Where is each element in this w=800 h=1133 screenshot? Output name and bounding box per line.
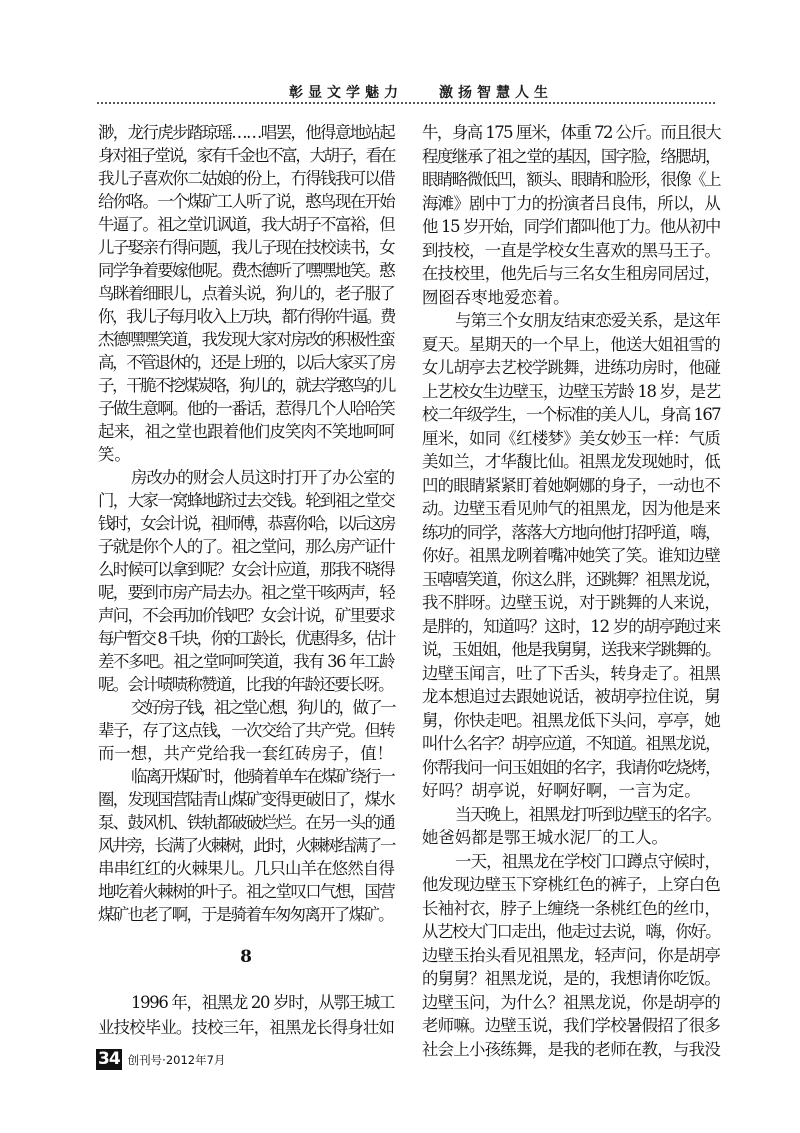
text-line: 我儿子喜欢你二姑娘的份上，冇得钱我可以借	[98, 169, 394, 188]
text-line: 好吗？胡亭说，好啊好啊，一言为定。	[422, 781, 701, 800]
text-line: 临离开煤矿时，他骑着单车在煤矿绕行一	[131, 767, 394, 786]
text-line: 煤矿也老了啊，于是骑着车匆匆离开了煤矿。	[98, 905, 393, 924]
text-line: 说，玉姐姐，他是我舅舅，送我来学跳舞的。	[422, 640, 720, 659]
text-line: 给你咯。一个煤矿工人听了说，憨鸟现在开始	[98, 192, 394, 211]
text-line: 玉嘻嘻笑道，你这么胖，还跳舞？祖黑龙说，	[422, 569, 720, 589]
text-line: 她爸妈都是鄂王城水泥厂的工人。	[422, 828, 668, 847]
text-line: 厘米，如同《红楼梦》美女妙玉一样：气质	[422, 428, 720, 448]
right-column	[422, 121, 720, 1061]
text-line: 渺，龙行虎步踏琼瑶……唱罢，他得意地站起	[98, 123, 394, 142]
text-line: 钱时，女会计说，祖师傅，恭喜你哈，以后这房	[98, 514, 394, 533]
text-line: 囫囵吞枣地爱恋着。	[422, 287, 570, 307]
text-line: 眼睛略微低凹，额头、眼睛和脸形，很像《上	[422, 170, 720, 189]
text-line: 子，干脆不挖煤炭咯，狗儿的，就去学憨鸟的儿	[98, 376, 394, 395]
text-line: 圈，发现国营陆青山煤矿变得更破旧了，煤水	[98, 790, 394, 809]
text-line: 业技校毕业。技校三年，祖黑龙长得身壮如	[98, 1018, 394, 1037]
text-line: 你，我儿子每月收入上万块，都冇得你牛逼。费	[98, 307, 394, 326]
text-line: 夏天。星期天的一个早上，他送大姐祖雪的	[422, 334, 720, 354]
text-line: 每户暂交 8 千块，你的工龄长，优惠得多，估计	[98, 629, 394, 648]
text-line: 呢，要到市房产局去办。祖之堂干咳两声，轻	[98, 583, 394, 602]
text-line: 串串红红的火棘果儿。几只山羊在悠然自得	[98, 859, 394, 878]
text-line: 你好。祖黑龙咧着嘴冲她笑了笑。谁知边壁	[422, 546, 720, 565]
text-line: 我不胖呀。边壁玉说，对于跳舞的人来说，	[422, 593, 720, 612]
text-line: 1996 年，祖黑龙 20 岁时，从鄂王城工	[131, 993, 394, 1012]
text-line: 动。边壁玉看见帅气的祖黑龙，因为他是来	[422, 499, 720, 518]
text-line: 边壁玉抬头看见祖黑龙，轻声问，你是胡亭	[422, 945, 720, 965]
text-line: 校二年级学生，一个标准的美人儿，身高 167	[422, 405, 720, 424]
text-line: 海滩》剧中丁力的扮演者吕良伟，所以，从	[422, 193, 720, 213]
header-slogan-left: 彰显文学魅力	[289, 85, 403, 101]
text-line: 长袖衬衣，脖子上缠绕一条桃红色的丝巾，	[422, 898, 720, 918]
text-line: 一天，祖黑龙在学校门口蹲点守候时，	[455, 851, 720, 871]
text-line: 牛，身高 175 厘米，体重 72 公斤。而且很大	[422, 123, 720, 142]
text-line: 起来，祖之堂也跟着他们皮笑肉不笑地呵呵	[98, 422, 394, 441]
text-line: 你帮我问一问玉姐姐的名字，我请你吃烧烤，	[422, 757, 720, 777]
text-line: 高，不管退休的，还是上班的，以后大家买了房	[98, 353, 394, 372]
text-line: 么时候可以拿到呢？女会计应道，那我不晓得	[98, 560, 394, 579]
text-line: 社会上小孩练舞，是我的老师在教，与我没	[422, 1039, 720, 1059]
text-line: 子做生意啊。他的一番话，惹得几个人哈哈笑	[98, 399, 394, 418]
page-number: 34	[98, 1049, 120, 1069]
left-column-after-section	[98, 990, 394, 1040]
text-line: 差不多吧。祖之堂呵呵笑道，我有 36 年工龄	[98, 652, 394, 671]
text-line: 他发现边壁玉下穿桃红色的裤子，上穿白色	[422, 875, 720, 894]
text-line: 呢。会计啧啧称赞道，比我的年龄还要长呀。	[98, 675, 393, 694]
text-line: 泵、鼓风机、铁轨都破破烂烂。在另一头的通	[98, 813, 394, 832]
text-line: 女儿胡亭去艺校学跳舞，进练功房时，他碰	[422, 358, 720, 377]
text-line: 边壁玉问，为什么？祖黑龙说，你是胡亭的	[422, 992, 720, 1012]
text-line: 辈子，存了这点钱，一次交给了共产党。但转	[98, 721, 394, 740]
text-line: 美如兰，才华馥比仙。祖黑龙发现她时，低	[422, 452, 720, 471]
text-line: 笑。	[98, 445, 131, 464]
text-line: 鸟眯着细眼儿，点着头说，狗儿的，老子服了	[98, 284, 394, 303]
section-number: 8	[240, 947, 252, 967]
text-line: 门，大家一窝蜂地跻过去交钱。轮到祖之堂交	[98, 491, 394, 510]
issue-label: 创刊号·2012年7月	[127, 1052, 226, 1067]
text-line: 在技校里，他先后与三名女生租房同居过，	[422, 264, 720, 283]
text-line: 风井旁，长满了火棘树，此时，火棘树结满了一	[98, 836, 394, 855]
running-header	[289, 82, 553, 102]
text-line: 而一想，共产党给我一套红砖房子，值！	[98, 744, 394, 763]
text-line: 房改办的财会人员这时打开了办公室的	[131, 468, 394, 487]
text-line: 的舅舅？祖黑龙说，是的，我想请你吃饭。	[422, 969, 720, 988]
left-column	[98, 121, 394, 926]
text-line: 舅，你快走吧。祖黑龙低下头问，亭亭，她	[422, 710, 720, 730]
text-line: 杰德嘿嘿笑道，我发现大家对房改的积极性蛮	[98, 330, 394, 349]
text-line: 老师嘛。边壁玉说，我们学校暑假招了很多	[422, 1016, 720, 1035]
text-line: 叫什么名字？胡亭应道，不知道。祖黑龙说，	[422, 734, 720, 753]
text-line: 声问，不会再加价钱吧？女会计说，矿里要求	[98, 606, 394, 625]
text-line: 边壁玉闻言，吐了下舌头，转身走了。祖黑	[422, 663, 720, 683]
text-line: 与第三个女朋友结束恋爱关系，是这年	[455, 311, 720, 330]
text-line: 牛逼了。祖之堂讥讽道，我大胡子不富裕，但	[98, 215, 394, 234]
text-line: 到技校，一直是学校女生喜欢的黑马王子。	[422, 240, 720, 260]
text-line: 是胖的，知道吗？这时，12 岁的胡亭跑过来	[422, 616, 720, 636]
text-line: 同学争着要嫁他呢。费杰德听了嘿嘿地笑。憨	[98, 261, 394, 280]
text-line: 上艺校女生边壁玉，边壁玉芳龄 18 岁，是艺	[422, 381, 720, 401]
text-line: 程度继承了祖之堂的基因，国字脸，络腮胡，	[422, 146, 720, 166]
text-line: 地吃着火棘树的叶子。祖之堂叹口气想，国营	[98, 882, 394, 901]
text-line: 儿子娶亲冇得问题，我儿子现在技校读书，女	[98, 238, 394, 257]
text-line: 身对祖子堂说，家有千金也不富，大胡子，看在	[98, 146, 394, 165]
text-line: 他 15 岁开始，同学们都叫他丁力。他从初中	[422, 217, 720, 236]
text-line: 当天晚上，祖黑龙打听到边壁玉的名字。	[455, 804, 720, 824]
text-line: 从艺校大门口走出，他走过去说，嗨，你好。	[422, 922, 720, 941]
text-line: 子就是你个人的了。祖之堂问，那么房产证什	[98, 537, 394, 556]
text-line: 凹的眼睛紧紧盯着她婀娜的身子，一动也不	[422, 475, 720, 495]
header-slogan-right: 激扬智慧人生	[439, 85, 553, 101]
text-line: 练功的同学，落落大方地向他打招呼道，嗨，	[422, 522, 720, 542]
text-line: 交好房子钱，祖之堂心想，狗儿的，做了一	[131, 698, 394, 717]
text-line: 龙本想追过去跟她说话，被胡亭拉住说，舅	[422, 687, 720, 706]
page-footer	[96, 1049, 225, 1070]
header-dotted-rule	[97, 102, 715, 104]
